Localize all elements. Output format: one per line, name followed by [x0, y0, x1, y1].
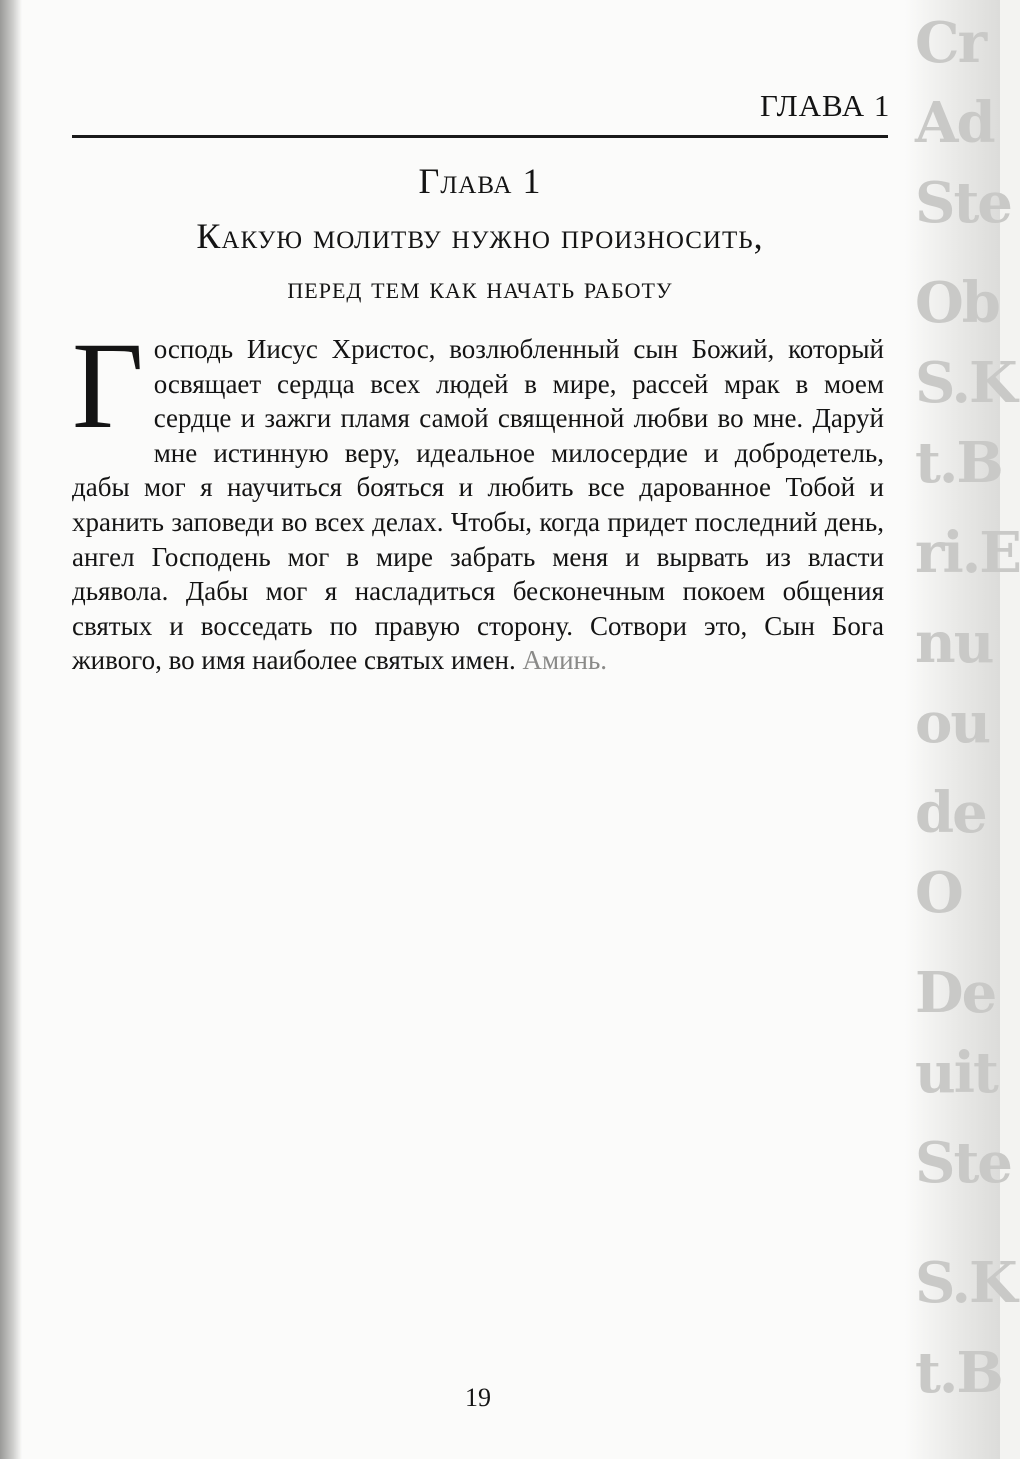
page-number: 19	[465, 1383, 491, 1412]
running-head: ГЛАВА 1	[760, 88, 891, 123]
chapter-title-line-1: Какую молитву нужно произносить,	[196, 216, 764, 256]
prayer-text: осподь Иисус Христос, возлюбленный сын Божий, который освящает сердца всех людей в мире, рассей мрак в моем сердце и зажги пламя самой священной любви во мне. Даруй мне истинную веру, идеальное милосердие и добродетель, дабы мог я научиться бояться и любить все дарованное Тобой и хранить заповеди во всех делах. Чтобы, когда придет последний день, ангел Господень мог в мире забрать меня и вырвать из власти дьявола. Дабы мог я насладиться бесконечным покоем общения святых и восседать по правую сторону. Сотвори это, Сын Бога живого, во имя наиболее святых имен.	[72, 334, 884, 676]
chapter-title-line-2: перед тем как начать работу	[287, 270, 673, 305]
chapter-label: Глава 1	[418, 161, 542, 201]
drop-cap: Г	[72, 317, 144, 454]
prayer-paragraph	[72, 317, 884, 678]
facing-page-bleed-through: Cr Ad Ste Ob S.K t.B ri.E nu ou de O De uit Ste S.K t.B	[905, 0, 1000, 1459]
scan-gutter-shadow	[0, 0, 22, 1459]
prayer-closing: Аминь.	[522, 645, 608, 676]
header-rule	[72, 135, 888, 138]
